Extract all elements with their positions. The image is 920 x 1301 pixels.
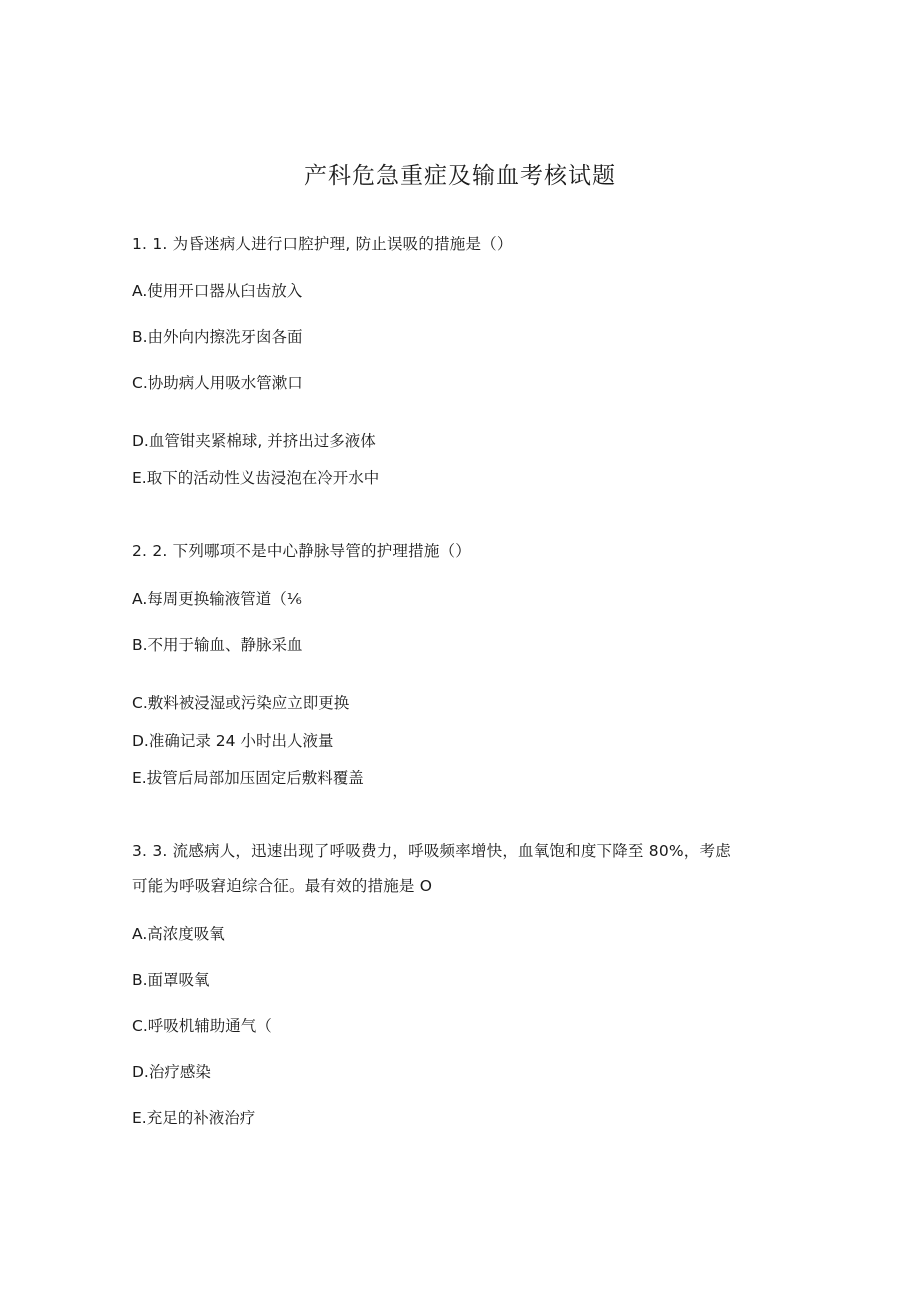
question-3-stem-line-1: 3. 3. 流感病人，迅速出现了呼吸费力，呼吸频率增快，血氧饱和度下降至 80%，考虑 [132,842,731,860]
question-2-option-d: D.准确记录 24 小时出人液量 [132,732,334,750]
question-1-option-c: C.协助病人用吸水管漱口 [132,374,303,392]
question-3-option-d: D.治疗感染 [132,1063,211,1081]
question-2-stem: 2. 2. 下列哪项不是中心静脉导管的护理措施（） [132,542,471,560]
question-3-option-e: E.充足的补液治疗 [132,1109,256,1127]
question-1-option-d: D.血管钳夹紧棉球, 并挤出过多液体 [132,432,376,450]
question-2-option-b: B.不用于输血、静脉采血 [132,636,303,654]
question-1-option-b: B.由外向内擦洗牙囱各面 [132,328,303,346]
question-2-option-a: A.每周更换输液管道（⅙ [132,590,302,608]
question-2-option-e: E.拔管后局部加压固定后敷料覆盖 [132,769,364,787]
page-title: 产科危急重症及输血考核试题 [304,163,616,189]
question-3-option-c: C.呼吸机辅助通气（ [132,1017,272,1035]
question-1-option-a: A.使用开口器从臼齿放入 [132,282,303,300]
question-1-option-e: E.取下的活动性义齿浸泡在冷开水中 [132,469,380,487]
question-1-stem: 1. 1. 为昏迷病人进行口腔护理, 防止误吸的措施是（） [132,235,513,253]
question-3-option-a: A.高浓度吸氧 [132,925,225,943]
question-3-stem-line-2: 可能为呼吸窘迫综合征。最有效的措施是 O [132,877,433,895]
question-2-option-c: C.敷料被浸湿或污染应立即更换 [132,694,350,712]
question-3-option-b: B.面罩吸氧 [132,971,210,989]
